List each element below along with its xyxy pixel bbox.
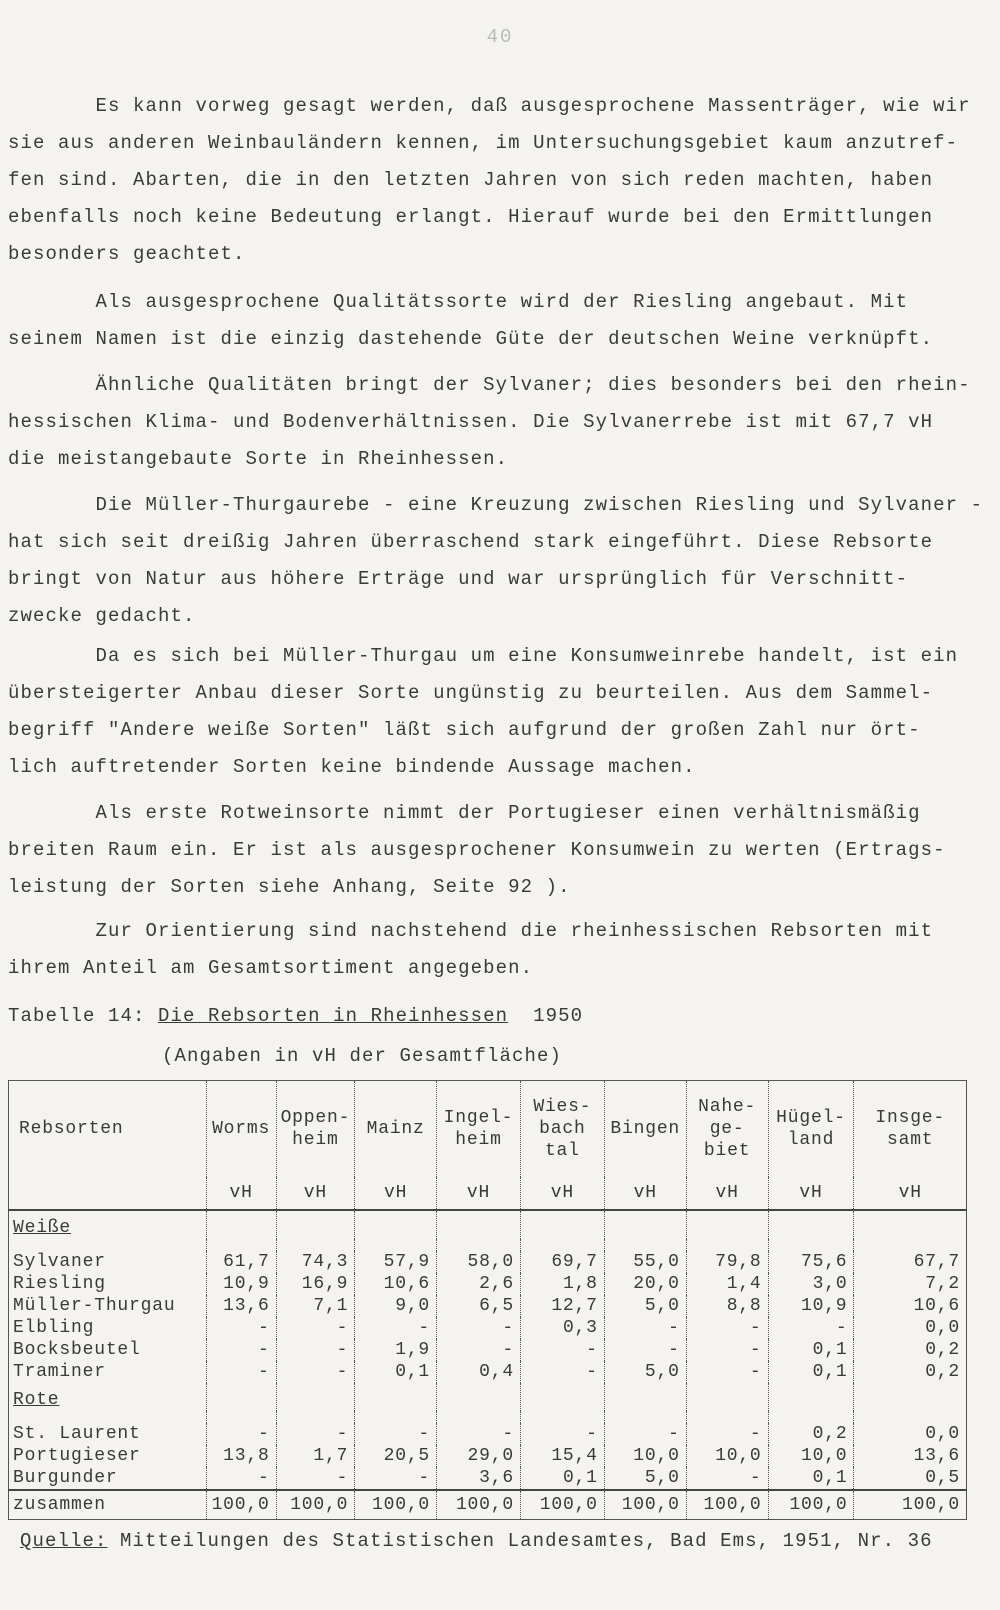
column-unit: vH — [768, 1177, 854, 1210]
table-subtitle: (Angaben in vH der Gesamtfläche) — [162, 1045, 563, 1067]
empty-cell — [604, 1383, 686, 1411]
table-cell: - — [276, 1423, 355, 1445]
paragraph-5: Da es sich bei Müller-Thurgau um eine Konsumweinrebe handelt, ist ein übersteigerter Anbau dieser Sorte ungünstig zu beurteilen. Aus dem Sammel- begriff "Andere weiße Sorten" läßt sich aufgrund der großen Zahl nur ört- lich auftretender Sorten keine bindende Aussage machen. — [8, 645, 959, 778]
table-cell: 5,0 — [604, 1361, 686, 1383]
source-note — [20, 1530, 933, 1552]
empty-cell — [686, 1210, 768, 1239]
table-cell: 0,4 — [437, 1361, 521, 1383]
table-cell: 16,9 — [276, 1273, 355, 1295]
column-unit: vH — [437, 1177, 521, 1210]
table-cell: - — [686, 1317, 768, 1339]
group-label: Weiße — [9, 1210, 207, 1239]
total-row — [9, 1490, 967, 1520]
column-header-rebsorten: Rebsorten — [9, 1081, 207, 1178]
table-year: 1950 — [533, 1005, 584, 1027]
empty-cell — [206, 1210, 276, 1239]
paragraph-3: Ähnliche Qualitäten bringt der Sylvaner; dies besonders bei den rhein- hessischen Klima- und Bodenverhältnissen. Die Sylvanerrebe ist mit 67,7 vH die meistangebaute Sorte in Rheinhessen. — [8, 374, 971, 470]
column-header: Worms — [206, 1081, 276, 1178]
row-label: Sylvaner — [9, 1251, 207, 1273]
table-cell: - — [276, 1467, 355, 1490]
table-cell: - — [604, 1339, 686, 1361]
source-label: Quelle: — [20, 1530, 108, 1552]
spacer-cell — [854, 1411, 967, 1423]
paragraph-1: Es kann vorweg gesagt werden, daß ausgesprochene Massenträger, wie wir sie aus anderen Weinbauländern kennen, im Untersuchungsgebiet kaum anzutref- fen sind. Abarten, die in den letzten Jahren von sich reden machten, haben ebenfalls noch keine Bedeutung erlangt. Hierauf wurde bei den Ermittlungen besonders geachtet. — [8, 95, 971, 265]
empty-cell — [854, 1210, 967, 1239]
spacer-cell — [520, 1239, 604, 1251]
empty-cell — [276, 1210, 355, 1239]
table-cell: 8,8 — [686, 1295, 768, 1317]
table-cell: - — [206, 1361, 276, 1383]
row-label: Burgunder — [9, 1467, 207, 1490]
spacer-cell — [276, 1411, 355, 1423]
page-number: 40 — [486, 26, 514, 48]
empty-cell — [206, 1383, 276, 1411]
spacer-cell — [437, 1239, 521, 1251]
table-cell: - — [604, 1423, 686, 1445]
table-cell: 0,3 — [520, 1317, 604, 1339]
table-cell: 0,1 — [768, 1339, 854, 1361]
table-cell: 0,0 — [854, 1317, 967, 1339]
table-cell: - — [355, 1467, 437, 1490]
total-cell: 100,0 — [768, 1490, 854, 1520]
table-cell: 79,8 — [686, 1251, 768, 1273]
table-cell: 20,5 — [355, 1445, 437, 1467]
table-cell: - — [355, 1317, 437, 1339]
table-cell: 1,4 — [686, 1273, 768, 1295]
column-header: Mainz — [355, 1081, 437, 1178]
total-cell: 100,0 — [437, 1490, 521, 1520]
table-cell: 13,8 — [206, 1445, 276, 1467]
row-label: Traminer — [9, 1361, 207, 1383]
table-cell: 5,0 — [604, 1467, 686, 1490]
spacer-cell — [686, 1239, 768, 1251]
spacer-cell — [768, 1239, 854, 1251]
table-row — [9, 1339, 967, 1361]
column-header: Wies- bach tal — [520, 1081, 604, 1178]
table-cell: 10,6 — [854, 1295, 967, 1317]
table-row — [9, 1317, 967, 1339]
table-cell: 0,2 — [768, 1423, 854, 1445]
table-cell: 0,2 — [854, 1361, 967, 1383]
spacer-cell — [206, 1411, 276, 1423]
table-cell: - — [206, 1317, 276, 1339]
table-cell: - — [604, 1317, 686, 1339]
table-cell: - — [437, 1339, 521, 1361]
table-cell: 61,7 — [206, 1251, 276, 1273]
table-cell: 57,9 — [355, 1251, 437, 1273]
spacer-cell — [206, 1239, 276, 1251]
table-cell: - — [437, 1317, 521, 1339]
table-cell: 55,0 — [604, 1251, 686, 1273]
table-cell: - — [437, 1423, 521, 1445]
grape-varieties-table — [8, 1080, 967, 1520]
table-cell: 13,6 — [206, 1295, 276, 1317]
table-cell: 12,7 — [520, 1295, 604, 1317]
empty-cell — [355, 1383, 437, 1411]
total-cell: 100,0 — [355, 1490, 437, 1520]
total-label: zusammen — [9, 1490, 207, 1520]
table-cell: 7,2 — [854, 1273, 967, 1295]
row-label: St. Laurent — [9, 1423, 207, 1445]
column-unit: vH — [276, 1177, 355, 1210]
spacer-cell — [9, 1411, 207, 1423]
table-cell: - — [206, 1467, 276, 1490]
table-cell: 1,8 — [520, 1273, 604, 1295]
group-label: Rote — [9, 1383, 207, 1411]
column-header: Nahe- ge- biet — [686, 1081, 768, 1178]
row-label: Müller-Thurgau — [9, 1295, 207, 1317]
table-cell: 10,0 — [686, 1445, 768, 1467]
table-cell: - — [686, 1467, 768, 1490]
row-label: Elbling — [9, 1317, 207, 1339]
total-cell: 100,0 — [854, 1490, 967, 1520]
spacer-cell — [355, 1411, 437, 1423]
empty-cell — [276, 1383, 355, 1411]
table-cell: - — [520, 1361, 604, 1383]
table-row — [9, 1467, 967, 1490]
empty-cell — [854, 1383, 967, 1411]
table-cell: 15,4 — [520, 1445, 604, 1467]
spacer-cell — [355, 1239, 437, 1251]
table-row — [9, 1423, 967, 1445]
table-cell: 6,5 — [437, 1295, 521, 1317]
empty-cell — [520, 1383, 604, 1411]
table-cell: - — [206, 1423, 276, 1445]
total-cell: 100,0 — [276, 1490, 355, 1520]
row-label: Bocksbeutel — [9, 1339, 207, 1361]
table-row — [9, 1273, 967, 1295]
paragraph-2: Als ausgesprochene Qualitätssorte wird der Riesling angebaut. Mit seinem Namen ist die einzig dastehende Güte der deutschen Weine verknüpft. — [8, 291, 934, 350]
table-cell: - — [768, 1317, 854, 1339]
row-label: Portugieser — [9, 1445, 207, 1467]
total-cell: 100,0 — [206, 1490, 276, 1520]
empty-cell — [768, 1383, 854, 1411]
column-header: Ingel- heim — [437, 1081, 521, 1178]
row-label: Riesling — [9, 1273, 207, 1295]
table-cell: 0,2 — [854, 1339, 967, 1361]
table-cell: - — [355, 1423, 437, 1445]
column-unit: vH — [686, 1177, 768, 1210]
spacer-cell — [9, 1239, 207, 1251]
unit-cell-empty — [9, 1177, 207, 1210]
table-cell: 10,0 — [768, 1445, 854, 1467]
table-cell: 0,0 — [854, 1423, 967, 1445]
column-unit: vH — [355, 1177, 437, 1210]
spacer-cell — [604, 1239, 686, 1251]
table-cell: 5,0 — [604, 1295, 686, 1317]
empty-cell — [437, 1383, 521, 1411]
table-cell: 0,1 — [520, 1467, 604, 1490]
column-unit: vH — [604, 1177, 686, 1210]
column-header: Oppen- heim — [276, 1081, 355, 1178]
table-cell: - — [686, 1423, 768, 1445]
spacer-cell — [276, 1239, 355, 1251]
spacer-cell — [854, 1239, 967, 1251]
table-cell: - — [276, 1339, 355, 1361]
table-cell: 10,9 — [768, 1295, 854, 1317]
column-header: Insge- samt — [854, 1081, 967, 1178]
spacer-cell — [686, 1411, 768, 1423]
table-cell: 74,3 — [276, 1251, 355, 1273]
table-row — [9, 1445, 967, 1467]
table-cell: 10,6 — [355, 1273, 437, 1295]
table-cell: 0,1 — [768, 1467, 854, 1490]
table-cell: - — [520, 1423, 604, 1445]
source-text: Mitteilungen des Statistischen Landesamtes, Bad Ems, 1951, Nr. 36 — [107, 1530, 933, 1552]
total-cell: 100,0 — [520, 1490, 604, 1520]
empty-cell — [355, 1210, 437, 1239]
total-cell: 100,0 — [686, 1490, 768, 1520]
table-cell: 10,0 — [604, 1445, 686, 1467]
table-cell: 10,9 — [206, 1273, 276, 1295]
table-cell: 3,6 — [437, 1467, 521, 1490]
table-row — [9, 1295, 967, 1317]
column-unit: vH — [206, 1177, 276, 1210]
spacer-cell — [520, 1411, 604, 1423]
empty-cell — [604, 1210, 686, 1239]
table-row — [9, 1251, 967, 1273]
table-cell: - — [276, 1317, 355, 1339]
table-label: Tabelle 14: — [8, 1005, 146, 1027]
paragraph-4: Die Müller-Thurgaurebe - eine Kreuzung zwischen Riesling und Sylvaner - hat sich seit dreißig Jahren überraschend stark eingeführt. Diese Rebsorte bringt von Natur aus höhere Erträge und war ursprünglich für Verschnitt- zwecke gedacht. — [8, 494, 984, 627]
table-cell: 58,0 — [437, 1251, 521, 1273]
table-cell: 29,0 — [437, 1445, 521, 1467]
table-cell: 0,1 — [355, 1361, 437, 1383]
table-cell: 20,0 — [604, 1273, 686, 1295]
column-header: Bingen — [604, 1081, 686, 1178]
table-cell: 13,6 — [854, 1445, 967, 1467]
table-title — [8, 1005, 583, 1027]
column-unit: vH — [854, 1177, 967, 1210]
spacer-cell — [437, 1411, 521, 1423]
paragraph-6: Als erste Rotweinsorte nimmt der Portugieser einen verhältnismäßig breiten Raum ein. Er ist als ausgesprochener Konsumwein zu werten (Ertrags- leistung der Sorten siehe Anhang, Seite 92 ). — [8, 802, 946, 898]
table-cell: 69,7 — [520, 1251, 604, 1273]
table-cell: 7,1 — [276, 1295, 355, 1317]
table-cell: 0,5 — [854, 1467, 967, 1490]
empty-cell — [686, 1383, 768, 1411]
table-cell: 1,9 — [355, 1339, 437, 1361]
column-unit: vH — [520, 1177, 604, 1210]
spacer-cell — [604, 1411, 686, 1423]
table-cell: - — [686, 1361, 768, 1383]
table-cell: 75,6 — [768, 1251, 854, 1273]
column-header: Hügel- land — [768, 1081, 854, 1178]
table-cell: - — [276, 1361, 355, 1383]
table-cell: 9,0 — [355, 1295, 437, 1317]
table-cell: 3,0 — [768, 1273, 854, 1295]
table-title-text: Die Rebsorten in Rheinhessen — [158, 1005, 509, 1027]
spacer-cell — [768, 1411, 854, 1423]
empty-cell — [768, 1210, 854, 1239]
total-cell: 100,0 — [604, 1490, 686, 1520]
table-cell: 0,1 — [768, 1361, 854, 1383]
empty-cell — [520, 1210, 604, 1239]
table-cell: 67,7 — [854, 1251, 967, 1273]
paragraph-7: Zur Orientierung sind nachstehend die rheinhessischen Rebsorten mit ihrem Anteil am Gesamtsortiment angegeben. — [8, 920, 934, 979]
empty-cell — [437, 1210, 521, 1239]
table-cell: - — [686, 1339, 768, 1361]
table-cell: 2,6 — [437, 1273, 521, 1295]
table-cell: - — [206, 1339, 276, 1361]
table-cell: - — [520, 1339, 604, 1361]
table-row — [9, 1361, 967, 1383]
table-cell: 1,7 — [276, 1445, 355, 1467]
